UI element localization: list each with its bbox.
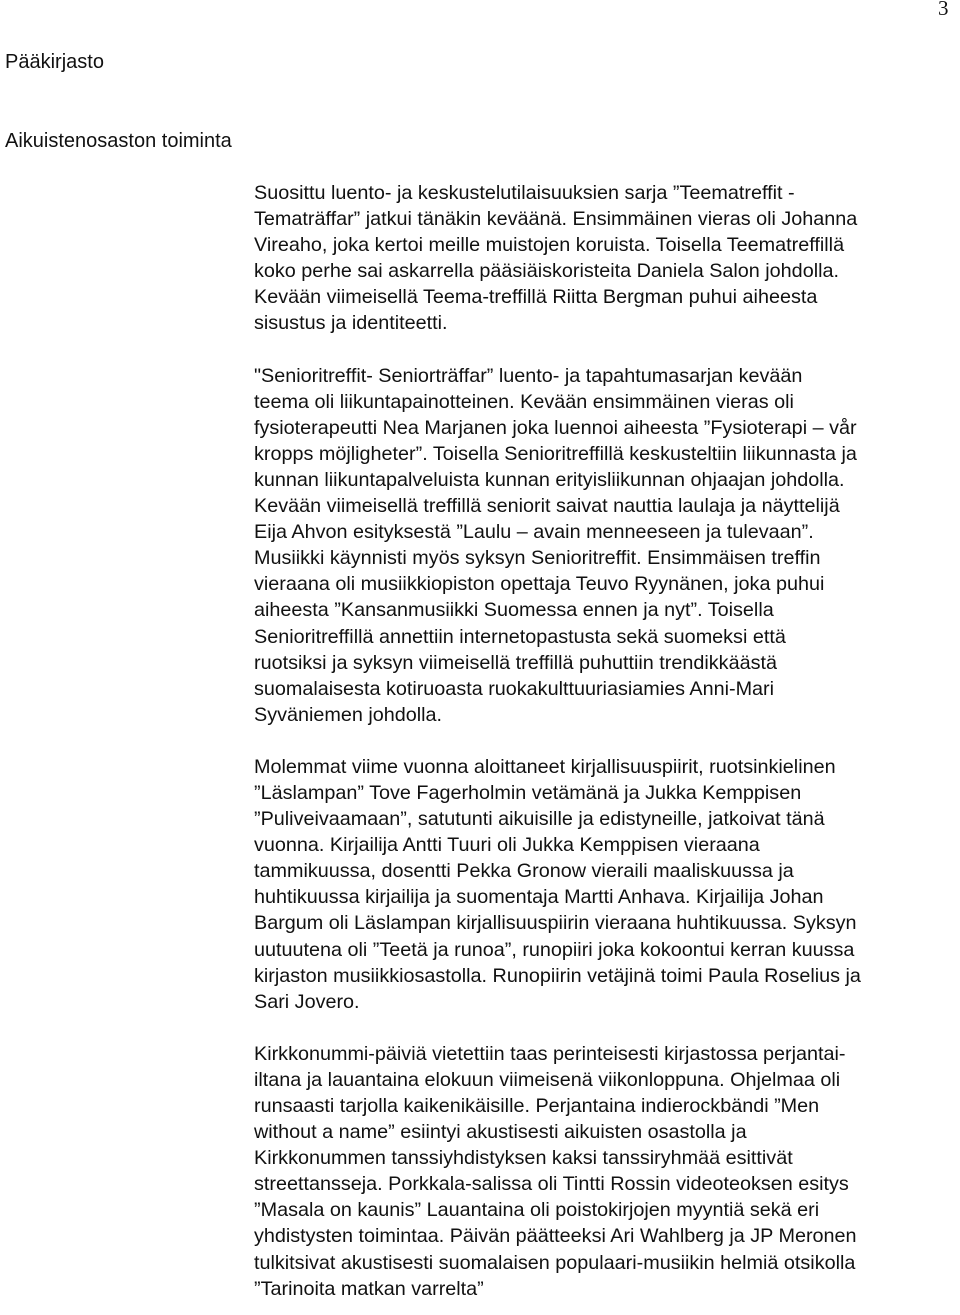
text-line: suomalaisesta kotiruoasta ruokakulttuuriasiamies Anni-Mari — [254, 677, 775, 700]
page-number: 3 — [938, 0, 949, 20]
text-line: Tematräffar” jatkui tänäkin keväänä. Ensimmäinen vieras oli Johanna — [254, 208, 858, 231]
text-line: yhdistysten toimintaa. Päivän päätteeksi Ari Wahlberg ja JP Meronen — [254, 1225, 857, 1248]
paragraph-gap — [254, 337, 960, 363]
text-line: teema oli liikuntapainotteinen. Kevään ensimmäinen vieras oli — [254, 390, 794, 413]
text-line: sisustus ja identiteetti. — [254, 312, 448, 335]
text-line: Bargum oli Läslampan kirjallisuuspiirin vieraana huhtikuussa. Syksyn — [254, 912, 857, 935]
paragraph-gap — [254, 1015, 960, 1041]
text-line: fysioterapeutti Nea Marjanen joka luennoi aiheesta ”Fysioterapi – vår — [254, 416, 857, 439]
text-line: kropps möjligheter”. Toisella Senioritreffillä keskusteltiin liikunnasta ja — [254, 442, 857, 465]
section-heading: Aikuistenosaston toiminta — [5, 130, 232, 152]
text-line: vieraana oli musiikkiopiston opettaja Teuvo Ryynänen, joka puhui — [254, 573, 825, 596]
text-line: Musiikki käynnisti myös syksyn Senioritreffit. Ensimmäisen treffin — [254, 547, 821, 570]
text-line: without a name” esiintyi akustisesti aikuisten osastolla ja — [254, 1121, 747, 1144]
paragraph-teematreffit — [254, 180, 960, 337]
text-line: vuonna. Kirjailija Antti Tuuri oli Jukka Kemppisen vieraana — [254, 834, 760, 857]
text-line: kunnan liikuntapalveluista kunnan erityisliikunnan ohjaajan johdolla. — [254, 468, 845, 491]
text-line: runsaasti tarjolla kaikenikäisille. Perjantaina indierockbändi ”Men — [254, 1095, 820, 1117]
text-line: huhtikuussa kirjailija ja suomentaja Martti Anhava. Kirjailija Johan — [254, 886, 824, 909]
text-line: Eija Ahvon esityksestä ”Laulu – avain menneeseen ja tulevaan”. — [254, 521, 814, 544]
text-line: Kirkkonummi-päiviä vietettiin taas perinteisesti kirjastossa perjantai- — [254, 1042, 846, 1065]
text-line: Molemmat viime vuonna aloittaneet kirjallisuuspiirit, ruotsinkielinen — [254, 755, 836, 778]
text-line: Suosittu luento- ja keskustelutilaisuuksien sarja ”Teematreffit - — [254, 182, 795, 204]
paragraph-senioritreffit — [254, 363, 960, 728]
text-line: Syväniemen johdolla. — [254, 703, 443, 726]
text-line: tammikuussa, dosentti Pekka Gronow vieraili maaliskuussa ja — [254, 860, 794, 883]
text-line: Vireaho, joka kertoi meille muistojen koruista. Toisella Teematreffillä — [254, 234, 845, 257]
page-title: Pääkirjasto — [5, 51, 104, 73]
text-line: koko perhe sai askarrella pääsiäiskoristeita Daniela Salon johdolla. — [254, 260, 839, 283]
text-line: Kirkkonummen tanssiyhdistyksen kaksi tanssiryhmää esittivät — [254, 1147, 793, 1170]
paragraph-gap — [254, 728, 960, 754]
body-text — [254, 180, 960, 1302]
text-line: Kevään viimeisellä Teema-treffillä Riitta Bergman puhui aiheesta — [254, 286, 818, 309]
text-line: ”Puliveivaamaan”, satutunti aikuisille ja edistyneille, jatkoivat tänä — [254, 808, 825, 831]
text-line: aiheesta ”Kansanmusiikki Suomessa ennen ja nyt”. Toisella — [254, 599, 774, 622]
paragraph-kirkkonummi-paivat — [254, 1041, 960, 1302]
text-line: Senioritreffillä annettiin internetopastusta sekä suomeksi että — [254, 625, 786, 648]
text-line: ”Läslampan” Tove Fagerholmin vetämänä ja Jukka Kemppisen — [254, 781, 802, 804]
text-line: ruotsiksi ja syksyn viimeisellä treffillä puhuttiin trendikkäästä — [254, 651, 777, 674]
text-line: kirjaston musiikkiosastolla. Runopiirin vetäjinä toimi Paula Roselius ja — [254, 964, 861, 987]
text-line: ”Tarinoita matkan varrelta” — [254, 1277, 484, 1300]
text-line: uutuutena oli ”Teetä ja runoa”, runopiiri joka kokoontui kerran kuussa — [254, 938, 855, 961]
text-line: "Senioritreffit- Seniorträffar” luento- ja tapahtumasarjan kevään — [254, 364, 803, 387]
text-line: Sari Jovero. — [254, 990, 360, 1013]
text-line: iltana ja lauantaina elokuun viimeisenä viikonloppuna. Ohjelmaa oli — [254, 1068, 841, 1091]
text-line: ”Masala on kaunis” Lauantaina oli poistokirjojen myyntiä sekä eri — [254, 1199, 820, 1222]
paragraph-kirjallisuuspiirit — [254, 754, 960, 1015]
text-line: streettansseja. Porkkala-salissa oli Tintti Rossin videoteoksen esitys — [254, 1173, 849, 1196]
text-line: tulkitsivat akustisesti suomalaisen populaari-musiikin helmiä otsikolla — [254, 1251, 856, 1274]
text-line: Kevään viimeisellä treffillä seniorit saivat nauttia laulaja ja näyttelijä — [254, 495, 840, 518]
